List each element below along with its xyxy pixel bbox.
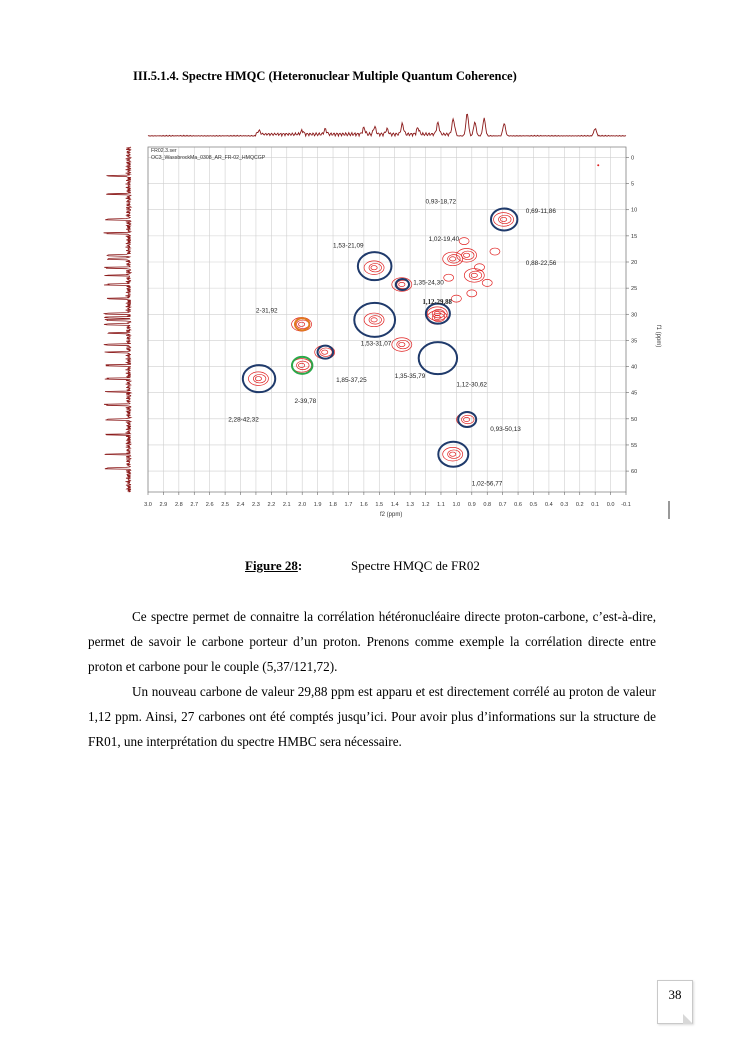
x-tick-label: 2.5 [221, 502, 229, 508]
file-line-1: FR02.3.ser [151, 148, 177, 154]
x-tick-label: 1.6 [359, 502, 368, 508]
correlation-label: 1,12-29,88 [422, 298, 452, 306]
paragraph-2: Un nouveau carbone de valeur 29,88 ppm est apparu et est directement corrélé au proton de valeur 1,12 ppm. Ainsi, 27 carbones ont été comptés jusqu’ici. Pour avoir plus d’informations sur la structure de FR01, une interprétation du spectre HMBC sera nécessaire. [88, 684, 656, 749]
x-tick-label: 1.8 [329, 502, 337, 508]
x-tick-label: 0.0 [606, 502, 615, 508]
noise-dot [597, 164, 599, 166]
figure-number: Figure 28 [245, 558, 298, 573]
body-text [88, 604, 656, 754]
y-tick-label: 10 [631, 207, 638, 214]
page-number-box [657, 980, 693, 1024]
x-tick-label: 1.9 [313, 502, 322, 508]
y-tick-label: 5 [631, 181, 635, 188]
x-tick-label: 0.2 [575, 502, 584, 508]
correlation-label: 1,53-31,07 [360, 340, 392, 348]
x-tick-label: 1.1 [437, 502, 445, 508]
x-tick-label: 1.5 [375, 502, 384, 508]
figure-caption-label [245, 558, 302, 574]
plot-background [95, 100, 680, 525]
correlation-label: 1,53-21,09 [333, 242, 364, 250]
x-tick-label: 3.0 [144, 502, 152, 508]
file-line-2: OC3_WassbrockMa_0308_AR_FR-02_HMQCGP [151, 155, 266, 161]
y-tick-label: 50 [631, 416, 638, 423]
correlation-label: 0,69-11,86 [525, 207, 556, 215]
x-tick-label: 0.1 [591, 502, 600, 508]
y-tick-label: 0 [631, 155, 635, 162]
x-tick-label: 2.2 [267, 502, 276, 508]
y-tick-label: 40 [631, 364, 638, 371]
correlation-label: 1,85-37,25 [336, 377, 367, 385]
x-tick-label: 0.7 [498, 502, 507, 508]
x-tick-label: 2.1 [282, 502, 291, 508]
correlation-label: 2-39,78 [294, 398, 317, 406]
x-tick-label: 0.4 [545, 502, 553, 508]
x-tick-label: 1.7 [344, 502, 353, 508]
correlation-label: 1,02-19,40 [428, 236, 460, 244]
y-tick-label: 55 [631, 442, 638, 449]
x-tick-label: 2.3 [252, 502, 260, 508]
y-tick-label: 35 [631, 338, 638, 345]
y-tick-label: 60 [631, 469, 638, 476]
x-tick-label: 1.4 [390, 502, 399, 508]
x-tick-label: 2.7 [190, 502, 199, 508]
page-number: 38 [668, 987, 682, 1002]
paragraph-1: Ce spectre permet de connaitre la corrélation hétéronucléaire directe proton-carbone, c’est-à-dire, permet de savoir le carbone porteur d’un proton. Prenons comme exemple la corrélation directe entre proton et carbone pour le couple (5,37/121,72). [88, 609, 656, 674]
x-tick-label: 1.3 [406, 502, 415, 508]
page-fold-corner [683, 1014, 693, 1024]
y-tick-label: 30 [631, 312, 638, 319]
x-tick-label: 2.6 [205, 502, 214, 508]
x-tick-label: 0.9 [467, 502, 476, 508]
x-tick-label: 0.5 [529, 502, 538, 508]
x-tick-label: 2.4 [236, 502, 245, 508]
y-tick-label: 25 [631, 286, 638, 293]
x-tick-label: 0.3 [560, 502, 569, 508]
hmqc-figure [95, 100, 680, 525]
correlation-label: 0,93-50,13 [490, 425, 521, 433]
correlation-label: 0,93-18,72 [425, 198, 457, 206]
hmqc-spectrum-plot [95, 100, 680, 525]
x-tick-label: -0.1 [621, 502, 631, 508]
x-tick-label: 0.8 [483, 502, 492, 508]
correlation-label: 1,02-56,77 [471, 480, 503, 488]
x-tick-label: 2.0 [298, 502, 307, 508]
x-axis-title: f2 (ppm) [380, 512, 403, 518]
x-tick-label: 2.8 [174, 502, 183, 508]
correlation-label: 1,35-35,79 [394, 373, 426, 380]
x-tick-label: 2.9 [159, 502, 168, 508]
x-tick-label: 1.0 [452, 502, 461, 508]
figure-caption-text: Spectre HMQC de FR02 [351, 558, 480, 573]
y-tick-label: 45 [631, 390, 638, 397]
correlation-label: 1,35-24,30 [413, 279, 444, 287]
y-axis-title: f1 (ppm) [655, 325, 661, 348]
correlation-label: 0,88-22,56 [525, 260, 557, 268]
correlation-label: 2,28-42,32 [228, 416, 259, 424]
correlation-label: 1,12-30,62 [456, 381, 487, 389]
y-tick-label: 20 [631, 260, 638, 266]
x-tick-label: 0.6 [514, 502, 522, 508]
caption-colon: : [297, 558, 303, 573]
x-tick-label: 1.2 [421, 502, 430, 508]
y-tick-label: 15 [631, 233, 638, 240]
section-heading: III.5.1.4. Spectre HMQC (Heteronuclear Multiple Quantum Coherence) [133, 69, 517, 83]
correlation-label: 2-31,92 [255, 307, 278, 315]
